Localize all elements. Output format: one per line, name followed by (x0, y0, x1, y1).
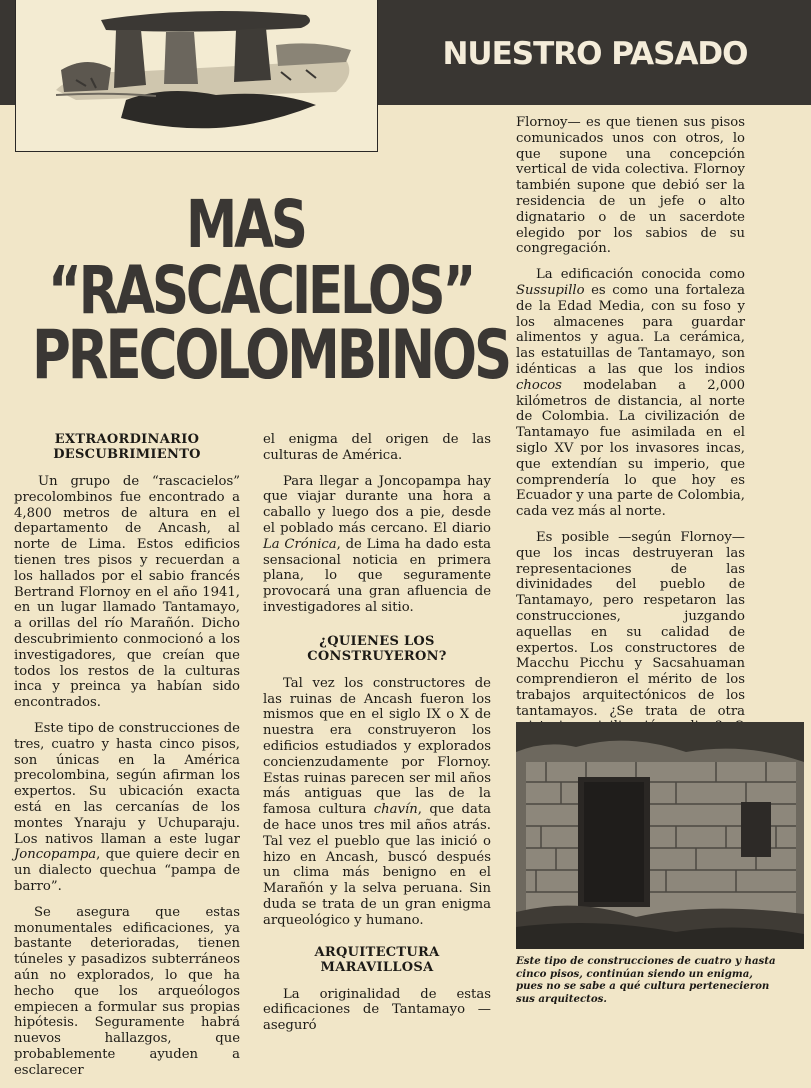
dolmen-illustration (15, 0, 378, 152)
paragraph: La edificación conocida como Sussupillo es como una fortaleza de la Edad Media, con su foso y los almacenes para guardar alimentos y agua. La cerámica, las estatuillas de Tantamayo, son idénticas a las que los indios chocos modelaban a 2,000 kilómetros de distancia, al norte de Colombia. La civilización de Tantamayo fue asimilada en el siglo XV por los invasores incas, que extendían su imperio, que comprendería lo que hoy es Ecuador y una parte de Colombia, cada vez más al norte. (516, 267, 745, 520)
column-2 (263, 432, 491, 1044)
section-title: NUESTRO PASADO (442, 36, 748, 72)
headline-line-2: “RASCACIELOS” (48, 252, 474, 329)
column-3 (516, 115, 745, 793)
paragraph: Es posible —según Flornoy— que los incas destruyeran las representaciones de las divinidades del pueblo de Tantamayo, pero respetaron las construcciones, juzgando aquellas en su calidad de expertos. Los constructores de Macchu Picchu y Sacsahuaman comprendieron el mérito de los trabajos arquitectónicos de los tantamayos. ¿Se trata de otra (516, 529, 745, 719)
paragraph: Tal vez los constructores de las ruinas de Ancash fueron los mismos que en el siglo IX o X de nuestra era construyeron los edificios estudiados y explorados concienzudamente por Flornoy. Estas ruinas parecen ser mil años más antiguas que las de la famosa cultura chavín, que data de hace unos tres mil años atrás. Tal vez el pueblo que las inició o hizo en Ancash, buscó después un clima más benigno en el Marañón y la selva peruana. Sin duda se trata de un gran enigma arqueológico y humano. (263, 675, 491, 928)
subhead-descubrimiento: EXTRAORDINARIO DESCUBRIMIENTO (53, 432, 201, 462)
paragraph: Se asegura que estas monumentales edificaciones, ya bastante deterioradas, tienen túneles y pasadizos subterráneos aún no explorados, lo que ha hecho que los arqueólogos empiecen a formular sus propias hipótesis. Seguramente habrá nuevos hallazgos, que probablemente ayuden a esclarecer (14, 904, 240, 1078)
photo-caption: Este tipo de construcciones de cuatro y hasta cinco pisos, continúan siendo un enigma, pues no se sabe a qué cultura pertenecieron sus arquitectos. (516, 955, 776, 1005)
subhead-arquitectura: ARQUITECTURA MARAVILLOSA (314, 944, 440, 975)
paragraph: Flornoy— es que tienen sus pisos comunicados unos con otros, lo que supone una concepción vertical de vida colectiva. Flornoy también supone que debió ser la residencia de un jefe o alto dignatario o de un sacerdote elegido por los sabios de su congregación. (516, 115, 745, 257)
headline-line-3: PRECOLOMBINOS (32, 316, 510, 395)
headline-line-1: MAS (186, 186, 305, 263)
paragraph: La originalidad de estas edificaciones de Tantamayo —aseguró (263, 986, 491, 1034)
column-1 (14, 432, 240, 1088)
paragraph: Un grupo de “rascacielos” precolombinos fue encontrado a 4,800 metros de altura en el departamento de Ancash, al norte de Lima. Estos edificios tienen tres pisos y recuerdan a los hallados por el sabio francés Bertrand Flornoy en el año 1941, en un lugar llamado Tantamayo, a orillas del río Marañón. Dicho descubrimiento conmocionó a los investigadores, que creían que todos los restos de la culturas inca y preinca ya habían sido encontrados. (14, 474, 240, 711)
subhead-quienes: ¿QUIENES LOS CONSTRUYERON? (307, 633, 447, 664)
dolmen-drawing (16, 0, 378, 152)
ruins-photo-drawing (516, 722, 804, 949)
paragraph: Este tipo de construcciones de tres, cuatro y hasta cinco pisos, son únicas en la América precolombina, según afirman los expertos. Su ubicación exacta está en las cercanías de los montes Ynaraju y Uchuparaju. Los nativos llaman a este lugar Joncopampa, que quiere decir en un dialecto quechua “pampa de barro”. (14, 720, 240, 894)
paragraph: el enigma del origen de las culturas de América. (263, 432, 491, 463)
ruins-photo (516, 722, 804, 949)
paragraph: Para llegar a Joncopampa hay que viajar durante una hora a caballo y luego dos a pie, desde el poblado más cercano. El diario La Crónica, de Lima ha dado esta sensacional noticia en primera plana, lo que seguramente provocará una gran afluencia de investigadores al sitio. (263, 473, 491, 615)
